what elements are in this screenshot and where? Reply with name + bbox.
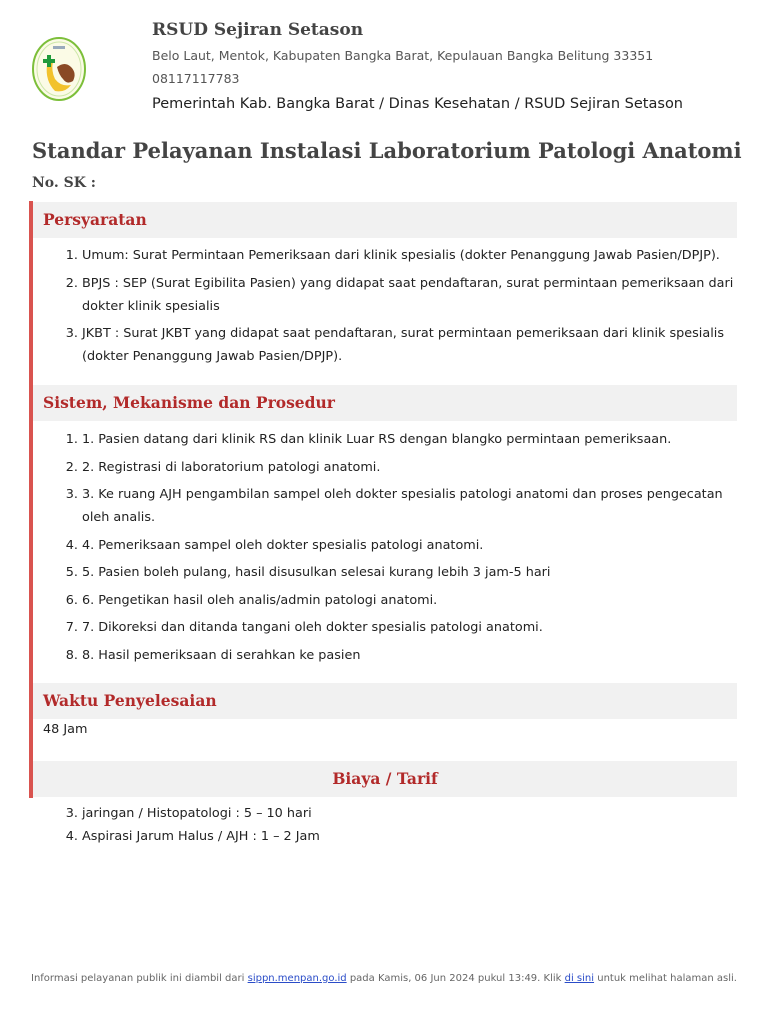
list-item: 3. jaringan / Histopatologi : 5 – 10 hari bbox=[82, 802, 320, 825]
list-item: 2. 2. Registrasi di laboratorium patologi anatomi. bbox=[82, 456, 737, 479]
source-link[interactable]: sippn.menpan.go.id bbox=[247, 973, 347, 984]
section-header-waktu: Waktu Penyelesaian bbox=[33, 683, 737, 719]
service-standard-content bbox=[29, 201, 737, 798]
sk-number-label: No. SK : bbox=[32, 175, 96, 191]
list-item: 1. Umum: Surat Permintaan Pemeriksaan dari klinik spesialis (dokter Penanggung Jawab Pasien/DPJP). bbox=[82, 244, 737, 267]
org-phone: 08117117783 bbox=[152, 71, 240, 86]
prosedur-list bbox=[58, 428, 737, 671]
hospital-logo-icon bbox=[31, 37, 87, 101]
original-page-link[interactable]: di sini bbox=[564, 973, 595, 984]
persyaratan-list bbox=[58, 244, 737, 373]
list-item: 4. 4. Pemeriksaan sampel oleh dokter spesialis patologi anatomi. bbox=[82, 534, 737, 557]
list-item: 3. JKBT : Surat JKBT yang didapat saat pendaftaran, surat permintaan pemeriksaan dari klinik spesialis (dokter Penanggung Jawab Pasien/DPJP). bbox=[82, 322, 737, 368]
org-address: Belo Laut, Mentok, Kabupaten Bangka Barat, Kepulauan Bangka Belitung 33351 bbox=[152, 48, 654, 63]
biaya-list bbox=[58, 802, 320, 848]
list-item: 4. Aspirasi Jarum Halus / AJH : 1 – 2 Jam bbox=[82, 825, 320, 848]
section-header-biaya: Biaya / Tarif bbox=[33, 761, 737, 797]
list-item: 3. 3. Ke ruang AJH pengambilan sampel oleh dokter spesialis patologi anatomi dan proses pengecatan oleh analis. bbox=[82, 483, 737, 529]
list-item: 8. 8. Hasil pemeriksaan di serahkan ke pasien bbox=[82, 644, 737, 667]
section-header-persyaratan: Persyaratan bbox=[33, 202, 737, 238]
org-name: RSUD Sejiran Setason bbox=[152, 20, 364, 40]
footer-note bbox=[0, 973, 768, 984]
waktu-value: 48 Jam bbox=[43, 722, 88, 737]
page-title: Standar Pelayanan Instalasi Laboratorium Patologi Anatomi bbox=[32, 138, 742, 163]
list-item: 7. 7. Dikoreksi dan ditanda tangani oleh dokter spesialis patologi anatomi. bbox=[82, 616, 737, 639]
footer-suffix: untuk melihat halaman asli. bbox=[597, 973, 737, 984]
list-item: 2. BPJS : SEP (Surat Egibilita Pasien) yang didapat saat pendaftaran, surat permintaan pemeriksaan dari dokter klinik spesialis bbox=[82, 272, 737, 318]
breadcrumb: Pemerintah Kab. Bangka Barat / Dinas Kesehatan / RSUD Sejiran Setason bbox=[152, 96, 683, 112]
footer-middle: pada Kamis, 06 Jun 2024 pukul 13:49. Klik bbox=[349, 973, 562, 984]
page-header bbox=[0, 0, 768, 130]
list-item: 6. 6. Pengetikan hasil oleh analis/admin patologi anatomi. bbox=[82, 589, 737, 612]
list-item: 5. 5. Pasien boleh pulang, hasil disusulkan selesai kurang lebih 3 jam-5 hari bbox=[82, 561, 737, 584]
footer-prefix: Informasi pelayanan publik ini diambil dari bbox=[31, 973, 245, 984]
list-item: 1. 1. Pasien datang dari klinik RS dan klinik Luar RS dengan blangko permintaan pemeriksaan. bbox=[82, 428, 737, 451]
section-header-prosedur: Sistem, Mekanisme dan Prosedur bbox=[33, 385, 737, 421]
